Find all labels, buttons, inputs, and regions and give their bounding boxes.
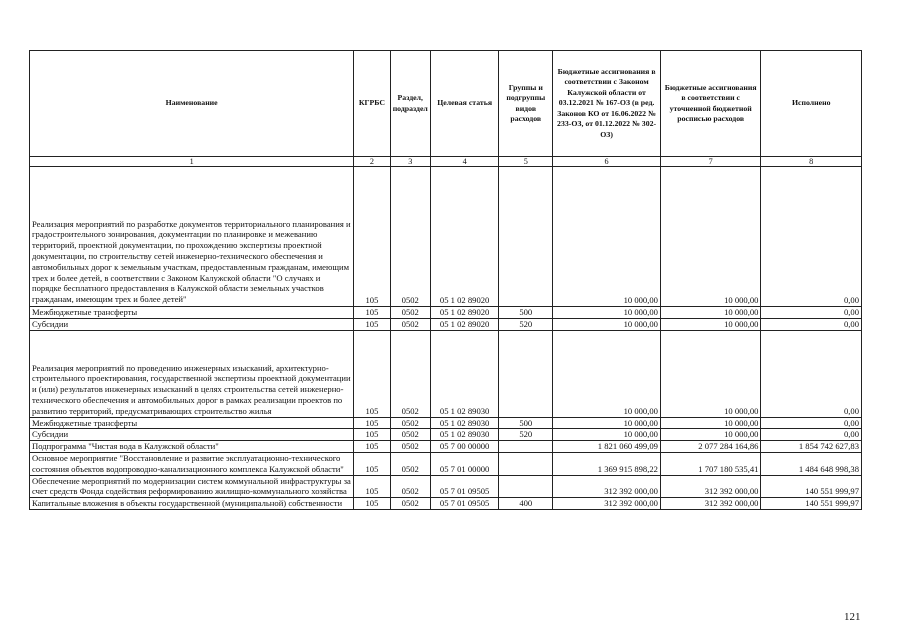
row-law-budget: 10 000,00	[553, 307, 661, 319]
col-number: 3	[390, 157, 430, 167]
header-executed: Исполнено	[761, 51, 862, 157]
row-statya: 05 1 02 89020	[430, 318, 498, 330]
table-row	[30, 167, 862, 307]
row-vid	[499, 330, 553, 417]
col-number: 6	[553, 157, 661, 167]
row-kgrbs: 105	[354, 429, 390, 441]
row-razdel: 0502	[390, 318, 430, 330]
row-name: Основное мероприятие "Восстановление и развитие эксплуатационно-технического состояния объектов водопроводно-канализационного комплекса Калужской области"	[30, 452, 354, 475]
row-kgrbs: 105	[354, 417, 390, 429]
row-name: Реализация мероприятий по проведению инженерных изысканий, архитектурно-строительного проектирования, государственной экспертизы проектной документации и (или) результатов инженерных изысканий в целях строительства сетей инженерно-технического обеспечения и автомобильных дорог в рамках реализации проектов по развитию территорий, предусматривающих строительство жилья	[30, 330, 354, 417]
row-razdel: 0502	[390, 429, 430, 441]
row-refined-budget: 10 000,00	[660, 417, 761, 429]
row-statya: 05 7 01 00000	[430, 452, 498, 475]
table-row	[30, 307, 862, 319]
row-name: Субсидии	[30, 429, 354, 441]
table-row	[30, 429, 862, 441]
col-number: 5	[499, 157, 553, 167]
row-law-budget: 312 392 000,00	[553, 475, 661, 498]
row-name: Субсидии	[30, 318, 354, 330]
row-statya: 05 1 02 89030	[430, 330, 498, 417]
row-vid: 520	[499, 318, 553, 330]
table-row	[30, 318, 862, 330]
row-vid: 500	[499, 307, 553, 319]
row-refined-budget: 312 392 000,00	[660, 498, 761, 510]
row-name: Межбюджетные трансферты	[30, 417, 354, 429]
row-razdel: 0502	[390, 417, 430, 429]
col-number: 2	[354, 157, 390, 167]
table-row	[30, 330, 862, 417]
col-number: 4	[430, 157, 498, 167]
row-vid	[499, 475, 553, 498]
row-razdel: 0502	[390, 167, 430, 307]
table-row	[30, 417, 862, 429]
header-razdel: Раздел, подраздел	[390, 51, 430, 157]
row-executed: 0,00	[761, 307, 862, 319]
row-name: Капитальные вложения в объекты государственной (муниципальной) собственности	[30, 498, 354, 510]
col-number: 1	[30, 157, 354, 167]
row-law-budget: 312 392 000,00	[553, 498, 661, 510]
row-kgrbs: 105	[354, 167, 390, 307]
row-law-budget: 1 821 060 499,09	[553, 441, 661, 453]
header-vid: Группы и подгруппы видов расходов	[499, 51, 553, 157]
row-statya: 05 1 02 89030	[430, 429, 498, 441]
col-number: 7	[660, 157, 761, 167]
row-law-budget: 10 000,00	[553, 167, 661, 307]
header-name: Наименование	[30, 51, 354, 157]
budget-table	[29, 50, 862, 510]
row-executed: 0,00	[761, 429, 862, 441]
row-law-budget: 10 000,00	[553, 330, 661, 417]
row-refined-budget: 312 392 000,00	[660, 475, 761, 498]
row-vid	[499, 452, 553, 475]
row-law-budget: 10 000,00	[553, 429, 661, 441]
row-kgrbs: 105	[354, 330, 390, 417]
row-statya: 05 1 02 89020	[430, 307, 498, 319]
row-statya: 05 7 01 09505	[430, 475, 498, 498]
row-law-budget: 1 369 915 898,22	[553, 452, 661, 475]
row-razdel: 0502	[390, 452, 430, 475]
col-number: 8	[761, 157, 862, 167]
row-statya: 05 7 00 00000	[430, 441, 498, 453]
header-statya: Целевая статья	[430, 51, 498, 157]
row-statya: 05 1 02 89030	[430, 417, 498, 429]
row-executed: 0,00	[761, 417, 862, 429]
row-kgrbs: 105	[354, 475, 390, 498]
row-name: Реализация мероприятий по разработке документов территориального планирования и градостроительного зонирования, документации по планировке и межеванию территорий, проектной документации, по прохождению экспертизы проектной документации, по строительству сетей инженерно-технического обеспечения и автомобильных дорог к земельным участкам, предоставленным гражданам, имеющим трех и более детей, в соответствии с Законом Калужской области "О случаях и порядке бесплатного предоставления в Калужской области земельных участков гражданам, имеющим трех и более детей"	[30, 167, 354, 307]
header-kgrbs: КГРБС	[354, 51, 390, 157]
table-row	[30, 498, 862, 510]
row-refined-budget: 10 000,00	[660, 307, 761, 319]
row-law-budget: 10 000,00	[553, 417, 661, 429]
row-vid	[499, 441, 553, 453]
row-vid	[499, 167, 553, 307]
row-refined-budget: 2 077 284 164,86	[660, 441, 761, 453]
table-body	[30, 167, 862, 510]
table-header	[30, 51, 862, 167]
row-kgrbs: 105	[354, 452, 390, 475]
row-refined-budget: 10 000,00	[660, 330, 761, 417]
row-law-budget: 10 000,00	[553, 318, 661, 330]
row-executed: 0,00	[761, 318, 862, 330]
table-row	[30, 452, 862, 475]
row-kgrbs: 105	[354, 318, 390, 330]
row-name: Подпрограмма "Чистая вода в Калужской области"	[30, 441, 354, 453]
row-vid: 500	[499, 417, 553, 429]
header-refined-budget: Бюджетные ассигнования в соответствии с уточненной бюджетной росписью расходов	[660, 51, 761, 157]
row-executed: 140 551 999,97	[761, 475, 862, 498]
row-statya: 05 1 02 89020	[430, 167, 498, 307]
row-executed: 1 854 742 627,83	[761, 441, 862, 453]
row-kgrbs: 105	[354, 441, 390, 453]
row-executed: 1 484 648 998,38	[761, 452, 862, 475]
row-name: Обеспечение мероприятий по модернизации систем коммунальной инфраструктуры за счет средств Фонда содействия реформированию жилищно-коммунального хозяйства	[30, 475, 354, 498]
row-statya: 05 7 01 09505	[430, 498, 498, 510]
row-executed: 0,00	[761, 330, 862, 417]
row-refined-budget: 10 000,00	[660, 167, 761, 307]
table-row	[30, 441, 862, 453]
row-refined-budget: 1 707 180 535,41	[660, 452, 761, 475]
row-razdel: 0502	[390, 498, 430, 510]
row-name: Межбюджетные трансферты	[30, 307, 354, 319]
page-number: 121	[844, 611, 861, 623]
row-executed: 0,00	[761, 167, 862, 307]
row-vid: 520	[499, 429, 553, 441]
row-razdel: 0502	[390, 441, 430, 453]
row-razdel: 0502	[390, 475, 430, 498]
row-executed: 140 551 999,97	[761, 498, 862, 510]
row-razdel: 0502	[390, 330, 430, 417]
row-refined-budget: 10 000,00	[660, 429, 761, 441]
row-kgrbs: 105	[354, 307, 390, 319]
row-kgrbs: 105	[354, 498, 390, 510]
row-refined-budget: 10 000,00	[660, 318, 761, 330]
table-row	[30, 475, 862, 498]
row-razdel: 0502	[390, 307, 430, 319]
header-law-budget: Бюджетные ассигнования в соответствии с Законом Калужской области от 03.12.2021 № 167-ОЗ (в ред. Законов КО от 16.06.2022 № 233-ОЗ, от 01.12.2022 № 302-ОЗ)	[553, 51, 661, 157]
row-vid: 400	[499, 498, 553, 510]
